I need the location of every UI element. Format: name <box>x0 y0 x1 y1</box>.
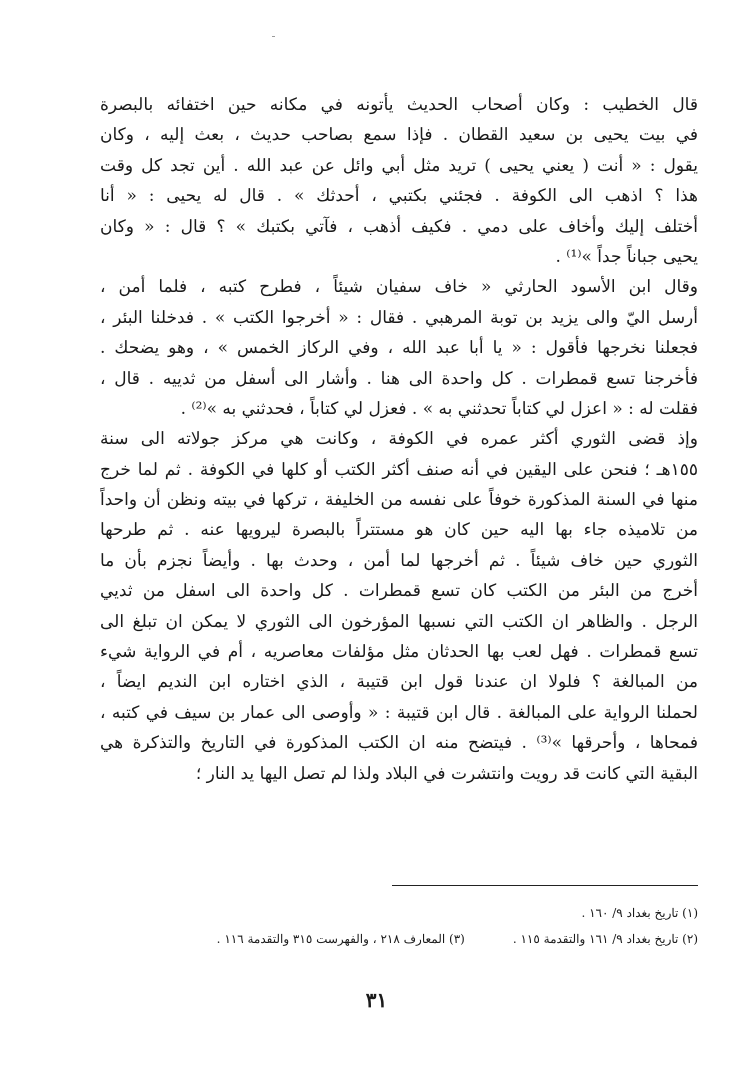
text-line: وإذ قضى الثوري أكثر عمره في الكوفة ، وكانت هي مركز جولاته الى سنة <box>100 429 698 450</box>
text-line: ١٥٥هـ ؛ فنحن على اليقين في أنه صنف أكثر الكتب أو كلها في الكوفة . ثم لما خرج <box>100 459 698 480</box>
text-line: أختلف إليك وأخاف على دمي . فكيف أذهب ، فآتي بكتبك » ؟ قال : « وكان <box>100 216 698 237</box>
text-line: لحملنا الرواية على المبالغة . قال ابن قتيبة : « وأوصى الى عمار بن سيف في كتبه ، <box>100 702 698 723</box>
text-line: البقية التي كانت قد رويت وانتشرت في البلاد ولذا لم تصل اليها يد النار ؛ <box>195 763 698 784</box>
footnote-separator <box>392 885 698 886</box>
footnote-1: (١) تاريخ بغداد ٩/ ١٦٠ . <box>581 906 698 920</box>
text-line: فأخرجنا تسع قمطرات . كل واحدة الى هنا . وأشار الى أسفل من ثدييه . قال ، <box>100 368 698 389</box>
text-line: تسع قمطرات . فهل لعب بها الحدثان مثل مؤلفات معاصريه ، أم في الرواية شيء <box>100 642 698 663</box>
paragraph-1 <box>100 90 698 272</box>
footnote-row <box>100 900 698 926</box>
text-line: من المبالغة ؟ فلولا ان عندنا قول ابن قتيبة ، الذي اختاره ابن النديم ايضاً ، <box>100 672 698 693</box>
paragraph-2 <box>100 272 698 424</box>
text-line: فقلت له : « اعزل لي كتاباً تحدثني به » . فعزل لي كتاباً ، فحدثني به »⁽²⁾ . <box>180 398 698 419</box>
footnote-2: (٢) تاريخ بغداد ٩/ ١٦١ والتقدمة ١١٥ . <box>512 932 698 946</box>
text-line: الثوري حين خاف شيئاً . ثم أخرجها لما أمن ، وحدث بها . وأيضاً نجزم بأن ما <box>100 550 698 571</box>
text-line: في بيت يحيى بن سعيد القطان . فإذا سمع بصاحب حديث ، بعث إليه ، وكان <box>100 125 698 146</box>
text-line: فمحاها ، وأحرقها »⁽³⁾ . فيتضح منه ان الكتب المذكورة في التاريخ والتذكرة هي <box>100 733 698 754</box>
text-line: يحيى جباناً جداً »⁽¹⁾ . <box>555 246 698 267</box>
text-line: الرجل . والظاهر ان الكتب التي نسبها المؤرخون الى الثوري لا يمكن ان تبلغ الى <box>100 611 698 632</box>
text-line: من تلاميذه جاء بها اليه حين كان هو مستتراً بالبصرة ليرويها عنه . ثم طرحها <box>100 520 698 541</box>
footnotes <box>100 900 698 952</box>
text-line: أخرج من البئر من الكتب كان تسع قمطرات . كل واحدة الى اسفل من ثديي <box>100 581 698 602</box>
paragraph-3 <box>100 424 698 789</box>
scan-speck <box>272 36 275 37</box>
text-line: يقول : « أنت ( يعني يحيى ) تريد مثل أبي وائل عن عبد الله . أين تجد كل وقت <box>100 155 698 176</box>
page-number: ٣١ <box>365 988 388 1012</box>
text-line: أرسل اليّ والى يزيد بن توبة المرهبي . فقال : « أخرجوا الكتب » . فدخلنا البئر ، <box>100 307 698 328</box>
text-line: منها في السنة المذكورة خوفاً على نفسه من الخليفة ، تركها في بيته ونظن أن واحداً <box>100 490 698 511</box>
text-line: هذا ؟ اذهب الى الكوفة . فجئني بكتبي ، أحدثك » . قال له يحيى : « أنا <box>100 186 698 207</box>
text-line: فجعلنا نخرجها فأقول : « يا أبا عبد الله ، وفي الركاز الخمس » ، وهو يضحك . <box>100 338 698 359</box>
text-line: وقال ابن الأسود الحارثي « خاف سفيان شيئاً ، فطرح كتبه ، فلما أمن ، <box>100 277 698 298</box>
footnote-3: (٣) المعارف ٢١٨ ، والفهرست ٣١٥ والتقدمة ١١٦ . <box>216 932 465 946</box>
footnote-row <box>100 926 698 952</box>
text-line: قال الخطيب : وكان أصحاب الحديث يأتونه في مكانه حين اختفائه بالبصرة <box>100 95 698 115</box>
main-text <box>100 90 698 789</box>
